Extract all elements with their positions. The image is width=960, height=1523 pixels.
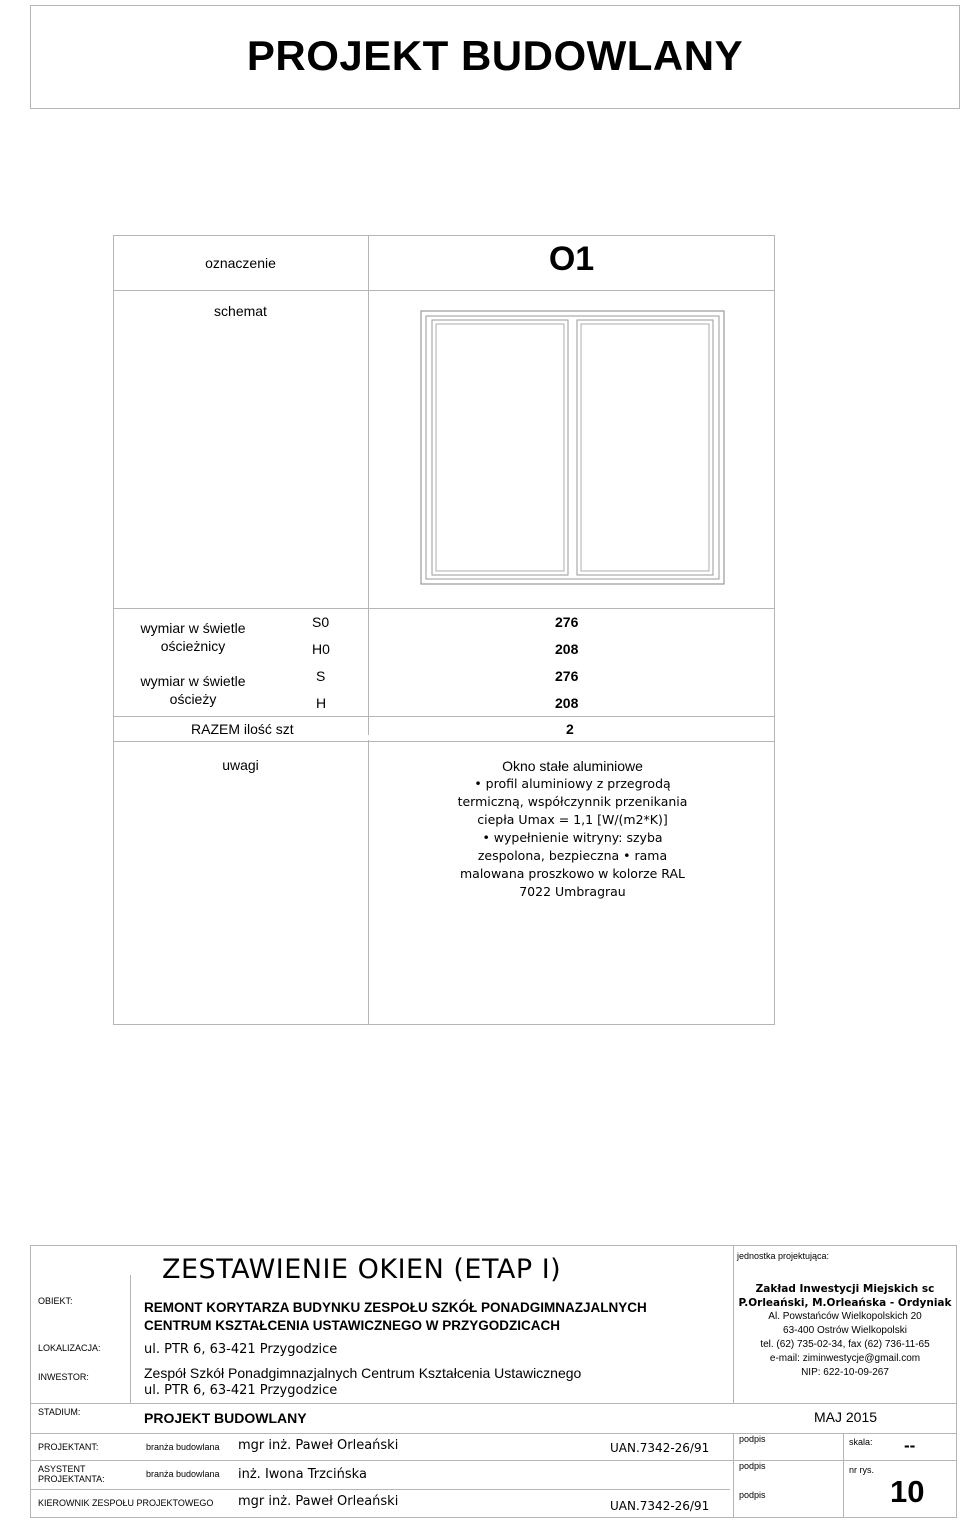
inwestor-label: INWESTOR: — [38, 1372, 89, 1382]
podpis-3: podpis — [739, 1490, 766, 1500]
nr-label: nr rys. — [849, 1465, 875, 1475]
total-value: 2 — [566, 721, 574, 737]
kierownik-license: UAN.7342-26/91 — [610, 1499, 710, 1513]
remarks-line-8: 7022 Umbragrau — [519, 884, 626, 899]
page-title: PROJEKT BUDOWLANY — [246, 32, 744, 79]
tb-nr-line — [843, 1460, 957, 1461]
podpis-1: podpis — [739, 1434, 766, 1444]
stadium-value: PROJEKT BUDOWLANY — [144, 1410, 307, 1426]
podpis-2: podpis — [739, 1461, 766, 1471]
card-line-2 — [113, 608, 775, 609]
kierownik-name: mgr inż. Paweł Orleański — [238, 1494, 399, 1509]
asystent-name: inż. Iwona Trzcińska — [238, 1467, 367, 1482]
remarks-line-4: ciepła Umax = 1,1 [W/(m2*K)] — [477, 812, 668, 827]
unit-label: jednostka projektująca: — [737, 1251, 830, 1261]
card-divider-v2 — [368, 740, 369, 1025]
kierownik-label: KIEROWNIK ZESPOŁU PROJEKTOWEGO — [38, 1498, 214, 1508]
tb-stadium-line — [30, 1403, 957, 1404]
unit-name: Zakład Inwestycji Miejskich sc — [755, 1283, 935, 1295]
tb-asystent-line — [30, 1460, 957, 1461]
lokalizacja-value: ul. PTR 6, 63-421 Przygodzice — [144, 1342, 338, 1357]
projektant-branch: branża budowlana — [146, 1442, 220, 1452]
dim-opening-label-line2: ościeży — [169, 691, 217, 707]
unit-block — [733, 1282, 957, 1380]
card-line-3 — [113, 716, 775, 717]
remarks-line-7: malowana proszkowo w kolorze RAL — [459, 866, 686, 881]
remarks-line-3: termiczną, współczynnik przenikania — [457, 794, 688, 809]
window-schema-drawing — [420, 310, 725, 585]
asystent-label — [38, 1464, 105, 1484]
projektant-label: PROJEKTANT: — [38, 1442, 99, 1452]
designation-label: oznaczenie — [205, 255, 276, 271]
project-date: MAJ 2015 — [814, 1409, 878, 1425]
total-label: RAZEM ilość szt — [191, 721, 294, 737]
dim-value-H: 208 — [555, 695, 579, 711]
dim-value-S0: 276 — [555, 614, 579, 630]
asystent-label-line-1: ASYSTENT — [38, 1464, 86, 1474]
inwestor-line-2: ul. PTR 6, 63-421 Przygodzice — [144, 1383, 338, 1398]
unit-phone: tel. (62) 735-02-34, fax (62) 736-11-65 — [760, 1339, 930, 1350]
inwestor-line-1: Zespół Szkół Ponadgimnazjalnych Centrum Kształcenia Ustawicznego — [144, 1365, 582, 1381]
projektant-license: UAN.7342-26/91 — [610, 1441, 710, 1455]
dim-opening-label — [113, 672, 273, 708]
remarks-text — [400, 757, 745, 901]
card-divider-v — [368, 235, 369, 735]
skala-value: -- — [904, 1436, 916, 1455]
stadium-label: STADIUM: — [38, 1407, 81, 1417]
asystent-branch: branża budowlana — [146, 1469, 220, 1479]
unit-address-2: 63-400 Ostrów Wielkopolski — [783, 1325, 907, 1336]
tb-projektant-line — [30, 1433, 957, 1434]
dim-frame-label-line2: ościeżnicy — [160, 638, 226, 654]
dim-code-S: S — [316, 668, 326, 684]
tb-podpis-col-line — [733, 1433, 734, 1518]
dim-code-S0: S0 — [312, 614, 330, 630]
dim-opening-label-line1: wymiar w świetle — [140, 673, 246, 689]
lokalizacja-label: LOKALIZACJA: — [38, 1343, 101, 1353]
dim-frame-label-line1: wymiar w świetle — [140, 620, 246, 636]
obiekt-line-1: REMONT KORYTARZA BUDYNKU ZESPOŁU SZKÓŁ PONADGIMNAZJALNYCH — [144, 1300, 647, 1315]
remarks-label: uwagi — [222, 757, 259, 773]
schema-label: schemat — [214, 303, 267, 319]
skala-label: skala: — [849, 1437, 873, 1447]
dim-code-H: H — [316, 695, 327, 711]
remarks-line-6: zespolona, bezpieczna • rama — [477, 848, 668, 863]
unit-nip: NIP: 622-10-09-267 — [801, 1367, 889, 1378]
nr-value: 10 — [890, 1474, 925, 1509]
obiekt-label: OBIEKT: — [38, 1296, 73, 1306]
dim-value-S: 276 — [555, 668, 579, 684]
unit-owners: P.Orleański, M.Orleańska - Ordyniak — [738, 1297, 952, 1309]
tb-skala-col-line — [843, 1433, 844, 1518]
projektant-name: mgr inż. Paweł Orleański — [238, 1438, 399, 1453]
remarks-line-1: Okno stałe aluminiowe — [502, 758, 643, 774]
remarks-line-2: • profil aluminiowy z przegrodą — [474, 776, 671, 791]
unit-address-1: Al. Powstańców Wielkopolskich 20 — [768, 1311, 922, 1322]
unit-email: e-mail: ziminwestycje@gmail.com — [769, 1353, 921, 1364]
obiekt-line-2: CENTRUM KSZTAŁCENIA USTAWICZNEGO W PRZYGODZICACH — [144, 1318, 560, 1333]
dim-code-H0: H0 — [312, 641, 330, 657]
tb-left-col-line — [130, 1275, 131, 1403]
designation-value: O1 — [548, 240, 595, 278]
remarks-line-5: • wypełnienie witryny: szyba — [482, 830, 663, 845]
card-line-4 — [113, 741, 775, 742]
list-heading: ZESTAWIENIE OKIEN (ETAP I) — [162, 1254, 562, 1285]
tb-kierownik-line — [30, 1489, 730, 1490]
asystent-label-line-2: PROJEKTANTA: — [38, 1474, 105, 1484]
dim-frame-label — [113, 619, 273, 655]
dim-value-H0: 208 — [555, 641, 579, 657]
card-line-1 — [113, 290, 775, 291]
